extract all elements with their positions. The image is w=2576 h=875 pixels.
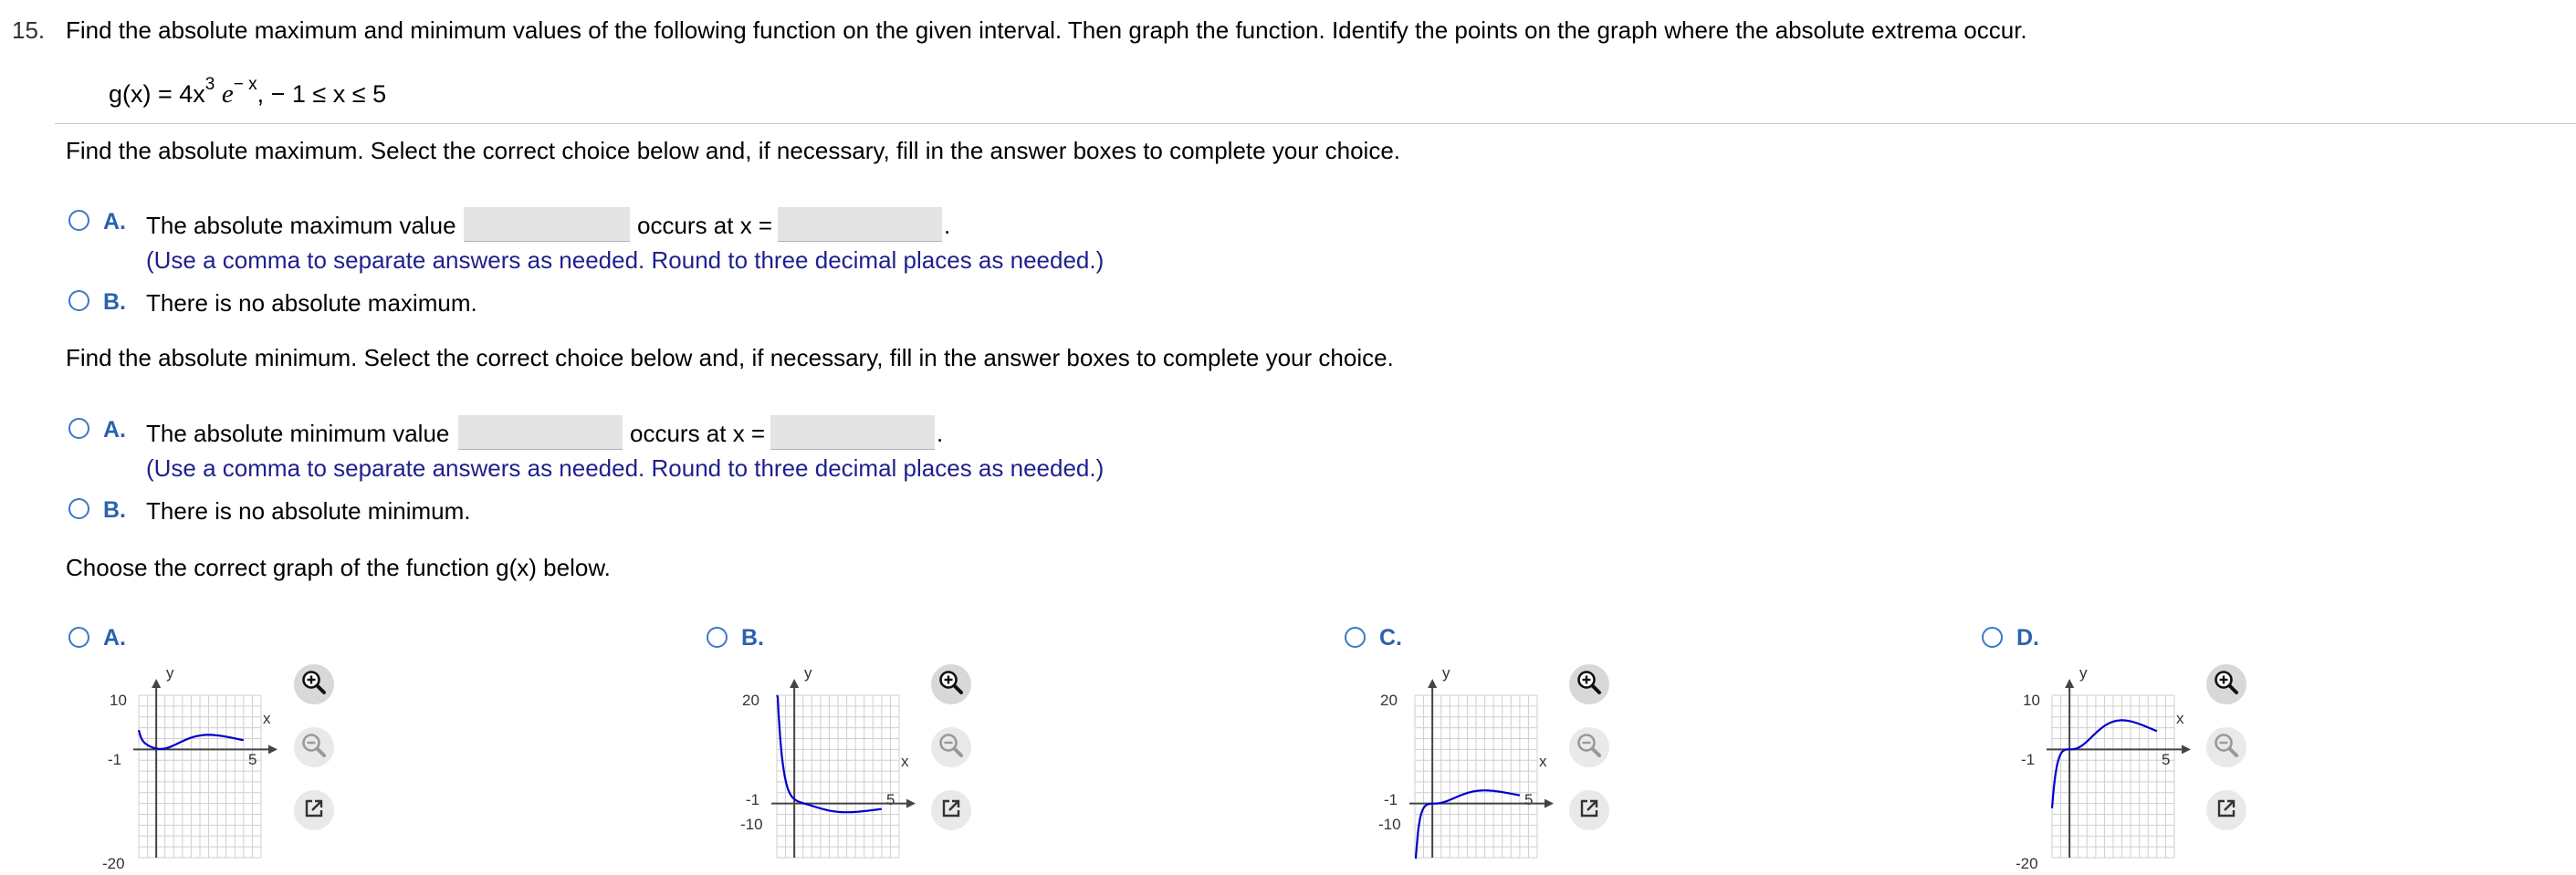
max-option-a-text: The absolute maximum value bbox=[146, 212, 456, 239]
y-axis-label: y bbox=[1442, 664, 1450, 682]
zoom-out-icon bbox=[2213, 732, 2240, 764]
popout-icon bbox=[1577, 797, 1601, 825]
popout-button-a[interactable] bbox=[294, 790, 334, 830]
x-axis-arrow bbox=[906, 799, 916, 808]
graph-option-d-radio[interactable] bbox=[1982, 627, 2003, 648]
x-right-label: 5 bbox=[886, 791, 895, 808]
zoom-in-icon bbox=[937, 669, 965, 701]
popout-icon bbox=[2215, 797, 2238, 825]
max-x-input[interactable] bbox=[778, 207, 942, 242]
min-option-a-letter: A. bbox=[103, 417, 126, 443]
graph-option-c-radio[interactable] bbox=[1345, 627, 1366, 648]
function-e-exponent: − x bbox=[233, 75, 257, 94]
zoom-out-icon bbox=[937, 732, 965, 764]
min-option-b-letter: B. bbox=[103, 497, 126, 523]
max-option-a-radio[interactable] bbox=[68, 210, 89, 231]
graph-option-a-letter: A. bbox=[103, 625, 126, 651]
zoom-in-button-a[interactable] bbox=[294, 664, 334, 704]
question-number: 15. bbox=[12, 16, 46, 44]
graph-option-c-svg bbox=[1358, 666, 1577, 870]
zoom-in-icon bbox=[2213, 669, 2240, 701]
y-axis-arrow bbox=[790, 679, 799, 688]
zoom-out-icon bbox=[300, 732, 328, 764]
function-lhs: g(x) = 4x bbox=[109, 80, 205, 108]
min-hint: (Use a comma to separate answers as needed. Round to three decimal places as needed.) bbox=[146, 454, 1105, 482]
y-top-label: 10 bbox=[110, 692, 127, 709]
x-axis-arrow bbox=[2182, 745, 2191, 754]
y-axis-label: y bbox=[166, 664, 174, 682]
y-axis-arrow bbox=[2065, 679, 2074, 688]
min-value-input[interactable] bbox=[458, 415, 623, 450]
y-bottom-label: -10 bbox=[1378, 816, 1401, 833]
max-option-b-text: There is no absolute maximum. bbox=[146, 289, 477, 317]
graph-option-b-svg bbox=[720, 666, 939, 870]
zoom-in-button-d[interactable] bbox=[2206, 664, 2246, 704]
x-left-label: -1 bbox=[1384, 791, 1398, 808]
graph-option-d-svg bbox=[1995, 666, 2215, 870]
x-axis-label: x bbox=[2176, 710, 2184, 727]
function-interval: , − 1 ≤ x ≤ 5 bbox=[257, 80, 387, 108]
graph-instruction: Choose the correct graph of the function g(x) below. bbox=[66, 554, 611, 581]
min-x-input[interactable] bbox=[770, 415, 935, 450]
function-e: e bbox=[221, 79, 234, 109]
min-option-b-text: There is no absolute minimum. bbox=[146, 497, 471, 525]
max-option-a-occurs: occurs at x = bbox=[637, 212, 773, 239]
zoom-in-button-c[interactable] bbox=[1569, 664, 1609, 704]
max-option-b-letter: B. bbox=[103, 289, 126, 315]
question-prompt: Find the absolute maximum and minimum values of the following function on the given interval. Then graph the function. Identify the points on the graph where the absolute extrema occur. bbox=[66, 16, 2027, 44]
zoom-out-button-a[interactable] bbox=[294, 727, 334, 767]
x-right-label: 5 bbox=[2162, 751, 2171, 768]
popout-button-d[interactable] bbox=[2206, 790, 2246, 830]
min-option-a-text: The absolute minimum value bbox=[146, 420, 450, 447]
y-bottom-label: -20 bbox=[102, 855, 125, 872]
graph-option-b-radio[interactable] bbox=[707, 627, 728, 648]
y-axis-label: y bbox=[2079, 664, 2088, 682]
y-axis-arrow bbox=[1428, 679, 1437, 688]
max-option-b-radio[interactable] bbox=[68, 290, 89, 311]
x-axis-label: x bbox=[901, 753, 909, 770]
x-right-label: 5 bbox=[248, 751, 257, 768]
divider bbox=[55, 123, 2576, 124]
zoom-in-button-b[interactable] bbox=[931, 664, 971, 704]
zoom-out-button-d[interactable] bbox=[2206, 727, 2246, 767]
zoom-in-icon bbox=[1576, 669, 1603, 701]
graph-option-c-letter: C. bbox=[1379, 625, 1402, 651]
y-bottom-label: -20 bbox=[2016, 855, 2038, 872]
y-bottom-label: -10 bbox=[740, 816, 763, 833]
x-axis-label: x bbox=[263, 710, 271, 727]
graph-option-a-radio[interactable] bbox=[68, 627, 89, 648]
y-axis-arrow bbox=[152, 679, 161, 688]
zoom-out-icon bbox=[1576, 732, 1603, 764]
y-axis-label: y bbox=[804, 664, 812, 682]
graph-option-b-letter: B. bbox=[741, 625, 764, 651]
zoom-out-button-b[interactable] bbox=[931, 727, 971, 767]
graph-option-d[interactable] bbox=[1995, 666, 2215, 870]
y-top-label: 20 bbox=[742, 692, 759, 709]
popout-icon bbox=[302, 797, 326, 825]
max-value-input[interactable] bbox=[464, 207, 630, 242]
min-option-a-occurs: occurs at x = bbox=[630, 420, 766, 447]
x-right-label: 5 bbox=[1524, 791, 1534, 808]
popout-button-b[interactable] bbox=[931, 790, 971, 830]
y-top-label: 20 bbox=[1380, 692, 1398, 709]
max-instruction: Find the absolute maximum. Select the correct choice below and, if necessary, fill in the answer boxes to complete your choice. bbox=[66, 137, 1401, 164]
function-definition bbox=[109, 75, 387, 109]
zoom-in-icon bbox=[300, 669, 328, 701]
popout-button-c[interactable] bbox=[1569, 790, 1609, 830]
x-axis-arrow bbox=[1545, 799, 1554, 808]
zoom-out-button-c[interactable] bbox=[1569, 727, 1609, 767]
graph-option-c[interactable] bbox=[1358, 666, 1577, 870]
min-option-a-radio[interactable] bbox=[68, 418, 89, 439]
min-option-b-radio[interactable] bbox=[68, 498, 89, 519]
max-option-a-period: . bbox=[944, 212, 951, 239]
max-option-a-letter: A. bbox=[103, 209, 126, 234]
graph-option-a[interactable] bbox=[82, 666, 301, 870]
graph-option-b[interactable] bbox=[720, 666, 939, 870]
graph-option-d-letter: D. bbox=[2016, 625, 2039, 651]
graph-option-a-svg bbox=[82, 666, 301, 870]
y-top-label: 10 bbox=[2023, 692, 2040, 709]
function-exponent: 3 bbox=[204, 75, 215, 94]
max-hint: (Use a comma to separate answers as needed. Round to three decimal places as needed.) bbox=[146, 246, 1105, 274]
x-axis-arrow bbox=[268, 745, 277, 754]
popout-icon bbox=[939, 797, 963, 825]
x-axis-label: x bbox=[1539, 753, 1547, 770]
min-option-a-period: . bbox=[937, 420, 944, 447]
min-instruction: Find the absolute minimum. Select the correct choice below and, if necessary, fill in the answer boxes to complete your choice. bbox=[66, 344, 1394, 371]
x-left-label: -1 bbox=[746, 791, 760, 808]
x-left-label: -1 bbox=[2021, 751, 2036, 768]
x-left-label: -1 bbox=[108, 751, 122, 768]
